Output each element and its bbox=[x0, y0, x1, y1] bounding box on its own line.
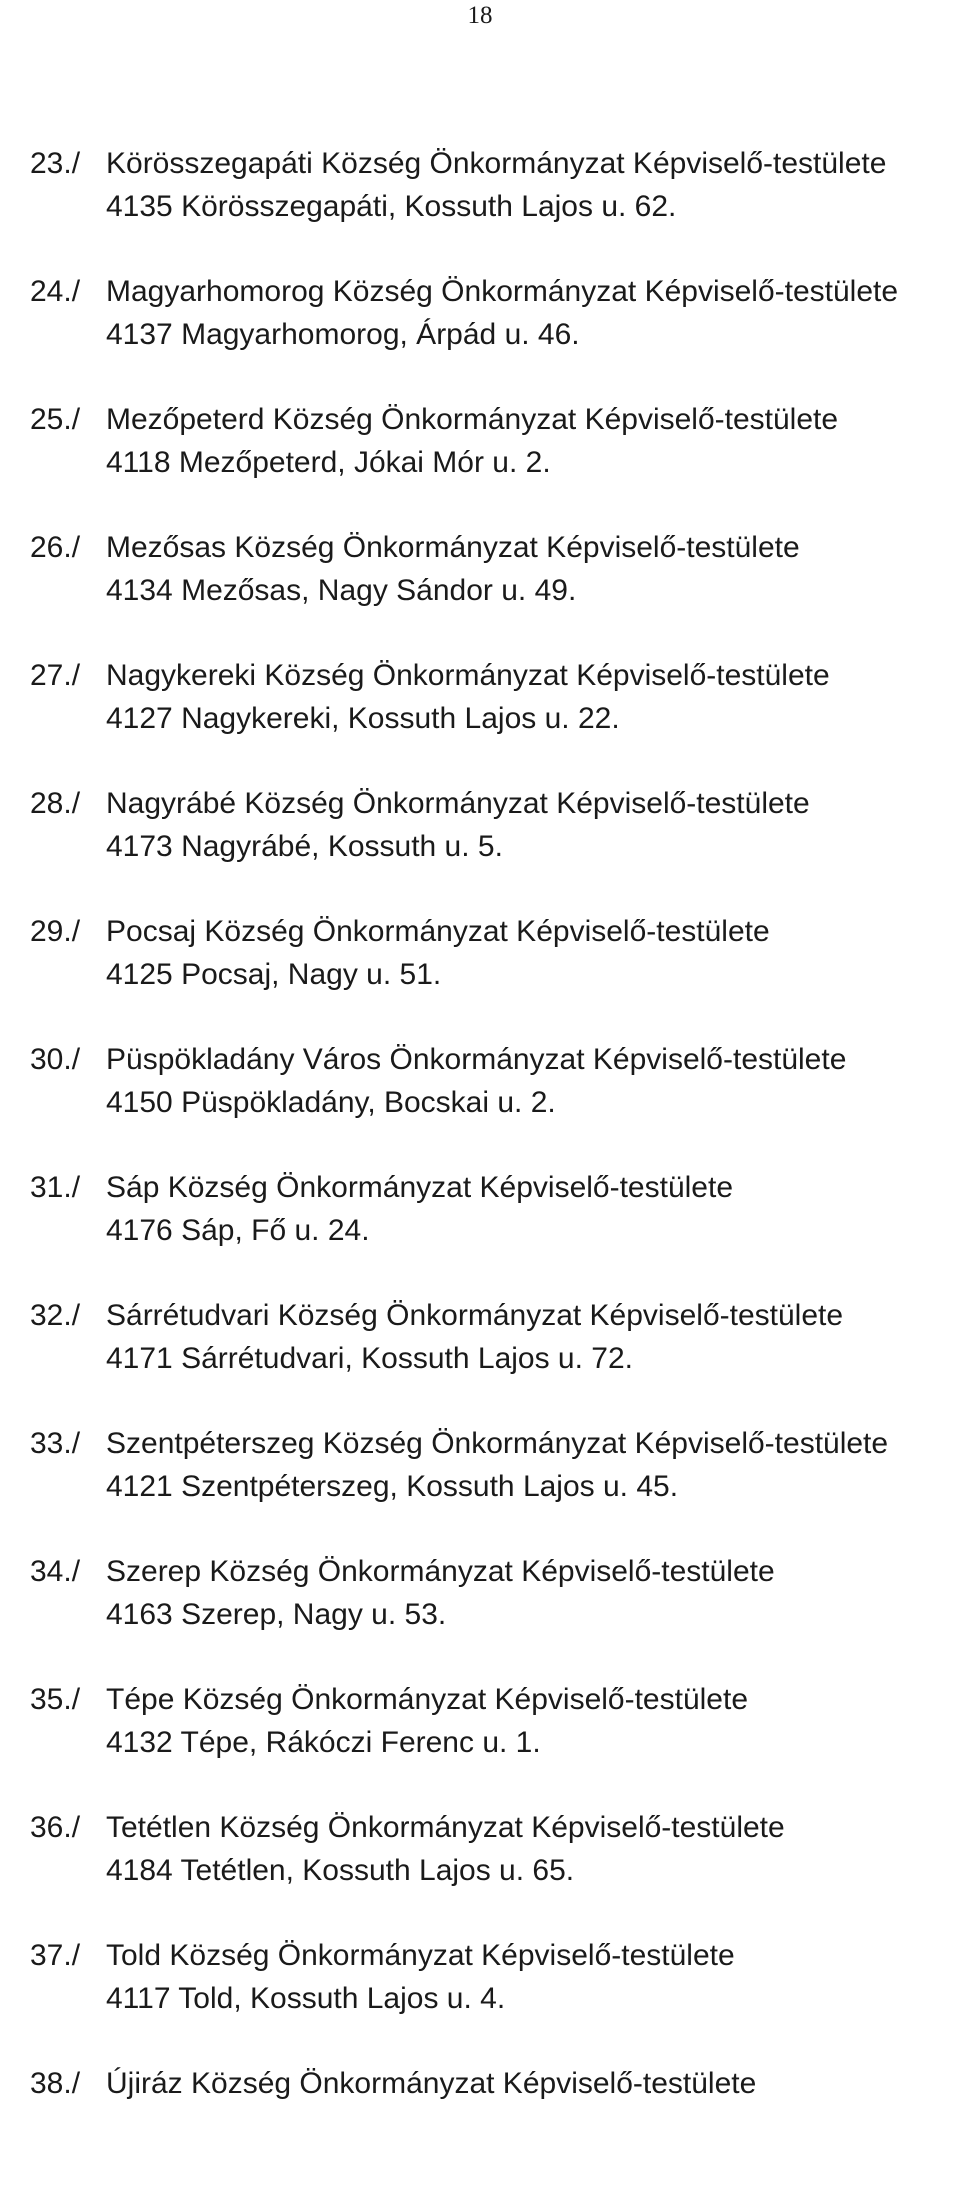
list-item bbox=[0, 1169, 960, 1297]
entry-address: 4117 Told, Kossuth Lajos u. 4. bbox=[106, 1982, 506, 2015]
entry-name: Sárrétudvari Község Önkormányzat Képviselő-testülete bbox=[106, 1299, 844, 1332]
page-number: 18 bbox=[467, 2, 493, 29]
list-item bbox=[0, 1425, 960, 1553]
entry-name: Püspökladány Város Önkormányzat Képviselő-testülete bbox=[106, 1043, 847, 1076]
entry-address: 4137 Magyarhomorog, Árpád u. 46. bbox=[106, 318, 580, 351]
list-item bbox=[0, 1937, 960, 2065]
list-item bbox=[0, 1553, 960, 1681]
entry-address: 4176 Sáp, Fő u. 24. bbox=[106, 1214, 370, 1247]
entry-name: Mezősas Község Önkormányzat Képviselő-testülete bbox=[106, 531, 800, 564]
entry-address: 4121 Szentpéterszeg, Kossuth Lajos u. 45. bbox=[106, 1470, 679, 1503]
entry-name: Magyarhomorog Község Önkormányzat Képviselő-testülete bbox=[106, 275, 899, 308]
entry-address: 4127 Nagykereki, Kossuth Lajos u. 22. bbox=[106, 702, 620, 735]
list-item bbox=[0, 1681, 960, 1809]
entry-number: 23./ bbox=[30, 147, 81, 180]
entry-number: 28./ bbox=[30, 787, 81, 820]
entry-name: Pocsaj Község Önkormányzat Képviselő-testülete bbox=[106, 915, 770, 948]
entry-address: 4173 Nagyrábé, Kossuth u. 5. bbox=[106, 830, 503, 863]
entry-address: 4118 Mezőpeterd, Jókai Mór u. 2. bbox=[106, 446, 551, 479]
entry-number: 26./ bbox=[30, 531, 81, 564]
list-item bbox=[0, 1297, 960, 1425]
entry-number: 27./ bbox=[30, 659, 81, 692]
list-item bbox=[0, 913, 960, 1041]
entry-address: 4134 Mezősas, Nagy Sándor u. 49. bbox=[106, 574, 577, 607]
entry-number: 25./ bbox=[30, 403, 81, 436]
entry-number: 37./ bbox=[30, 1939, 81, 1972]
entry-address: 4184 Tetétlen, Kossuth Lajos u. 65. bbox=[106, 1854, 575, 1887]
entry-address: 4150 Püspökladány, Bocskai u. 2. bbox=[106, 1086, 556, 1119]
entry-number: 29./ bbox=[30, 915, 81, 948]
entry-address: 4135 Körösszegapáti, Kossuth Lajos u. 62. bbox=[106, 190, 677, 223]
entry-name: Nagykereki Község Önkormányzat Képviselő-testülete bbox=[106, 659, 830, 692]
entry-name: Körösszegapáti Község Önkormányzat Képviselő-testülete bbox=[106, 147, 887, 180]
entry-number: 35./ bbox=[30, 1683, 81, 1716]
list-item bbox=[0, 657, 960, 785]
entry-number: 24./ bbox=[30, 275, 81, 308]
entry-name: Sáp Község Önkormányzat Képviselő-testülete bbox=[106, 1171, 733, 1204]
list-item bbox=[0, 2065, 960, 2193]
entry-name: Újiráz Község Önkormányzat Képviselő-testülete bbox=[106, 2067, 757, 2100]
list-item bbox=[0, 273, 960, 401]
entry-address: 4125 Pocsaj, Nagy u. 51. bbox=[106, 958, 442, 991]
entry-number: 34./ bbox=[30, 1555, 81, 1588]
entry-address: 4163 Szerep, Nagy u. 53. bbox=[106, 1598, 447, 1631]
entry-name: Nagyrábé Község Önkormányzat Képviselő-testülete bbox=[106, 787, 810, 820]
entry-name: Szentpéterszeg Község Önkormányzat Képviselő-testülete bbox=[106, 1427, 889, 1460]
entry-name: Szerep Község Önkormányzat Képviselő-testülete bbox=[106, 1555, 775, 1588]
entry-list bbox=[0, 145, 960, 2193]
list-item bbox=[0, 1041, 960, 1169]
entry-number: 30./ bbox=[30, 1043, 81, 1076]
entry-name: Tépe Község Önkormányzat Képviselő-testülete bbox=[106, 1683, 748, 1716]
entry-address: 4171 Sárrétudvari, Kossuth Lajos u. 72. bbox=[106, 1342, 633, 1375]
list-item bbox=[0, 401, 960, 529]
entry-number: 33./ bbox=[30, 1427, 81, 1460]
list-item bbox=[0, 529, 960, 657]
list-item bbox=[0, 1809, 960, 1937]
entry-number: 32./ bbox=[30, 1299, 81, 1332]
entry-address: 4132 Tépe, Rákóczi Ferenc u. 1. bbox=[106, 1726, 541, 1759]
list-item bbox=[0, 145, 960, 273]
entry-number: 31./ bbox=[30, 1171, 81, 1204]
entry-number: 38./ bbox=[30, 2067, 81, 2100]
entry-name: Tetétlen Község Önkormányzat Képviselő-testülete bbox=[106, 1811, 785, 1844]
list-item bbox=[0, 785, 960, 913]
entry-name: Mezőpeterd Község Önkormányzat Képviselő-testülete bbox=[106, 403, 839, 436]
entry-number: 36./ bbox=[30, 1811, 81, 1844]
entry-name: Told Község Önkormányzat Képviselő-testülete bbox=[106, 1939, 735, 1972]
